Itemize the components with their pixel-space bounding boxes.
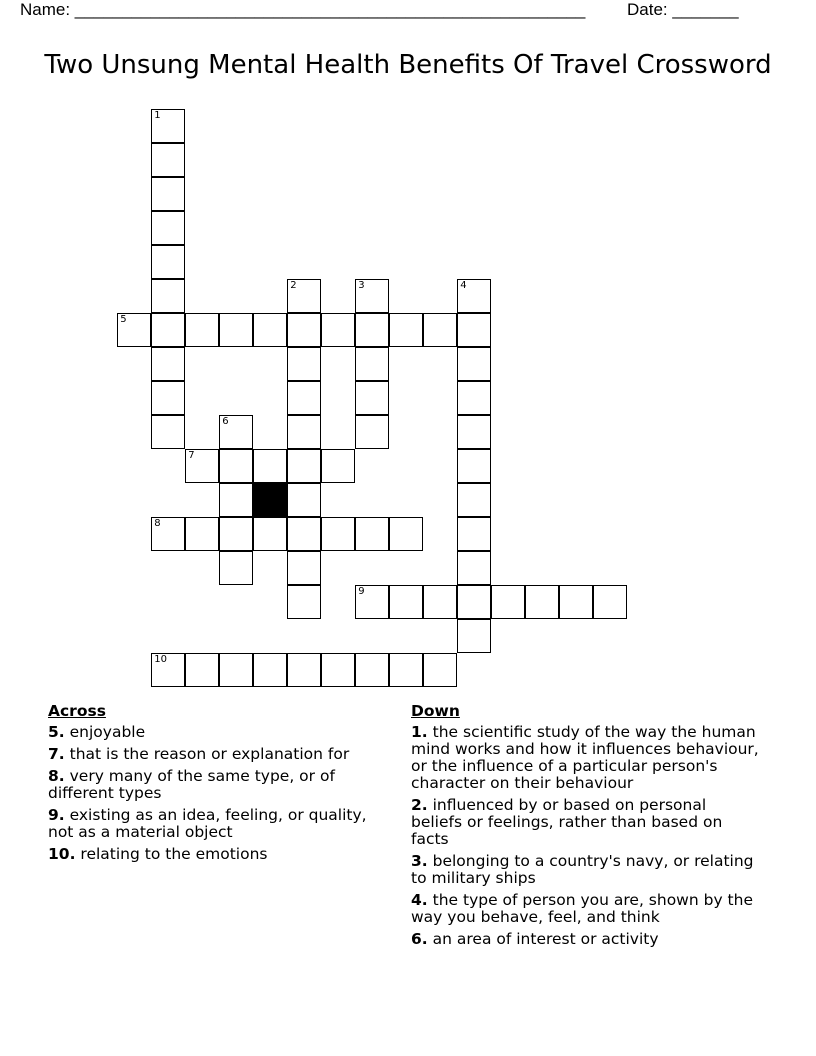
clue-text: relating to the emotions [80,845,268,863]
grid-cell[interactable] [151,517,185,551]
grid-cell[interactable] [389,517,423,551]
clue-text: very many of the same type, or of different types [48,767,335,802]
across-clue [48,724,388,741]
clue-number: 2. [411,796,428,814]
grid-cell[interactable] [355,415,389,449]
across-clue [48,807,388,841]
grid-cell[interactable] [389,313,423,347]
clue-number: 8 [154,518,161,530]
across-clue [48,846,388,863]
grid-cell[interactable] [423,313,457,347]
grid-cell[interactable] [355,517,389,551]
grid-cell[interactable] [287,313,321,347]
clue-number: 10. [48,845,76,863]
grid-cell[interactable] [287,279,321,313]
grid-cell[interactable] [457,347,491,381]
grid-cell[interactable] [151,279,185,313]
grid-cell[interactable] [185,517,219,551]
down-clues [411,703,761,953]
clue-number: 5 [120,314,127,326]
grid-cell[interactable] [219,313,253,347]
grid-cell[interactable] [355,279,389,313]
grid-cell[interactable] [185,313,219,347]
grid-cell[interactable] [321,449,355,483]
across-clues [48,703,388,868]
down-clue [411,853,761,887]
grid-cell[interactable] [321,653,355,687]
grid-cell[interactable] [287,483,321,517]
grid-cell[interactable] [219,653,253,687]
across-clue [48,768,388,802]
clue-number: 4 [460,280,467,292]
grid-cell[interactable] [457,619,491,653]
grid-cell[interactable] [287,381,321,415]
grid-cell[interactable] [219,415,253,449]
grid-cell[interactable] [457,415,491,449]
grid-cell[interactable] [219,449,253,483]
grid-cell[interactable] [423,585,457,619]
down-clue [411,724,761,792]
grid-cell[interactable] [287,653,321,687]
clue-number: 6. [411,930,428,948]
grid-cell[interactable] [491,585,525,619]
grid-cell[interactable] [457,483,491,517]
grid-cell[interactable] [457,517,491,551]
grid-cell[interactable] [287,415,321,449]
grid-cell[interactable] [593,585,627,619]
grid-cell[interactable] [151,109,185,143]
grid-cell[interactable] [185,653,219,687]
grid-cell[interactable] [253,313,287,347]
down-heading: Down [411,702,460,720]
clue-number: 9. [48,806,65,824]
grid-cell[interactable] [457,279,491,313]
grid-cell[interactable] [457,449,491,483]
grid-cell[interactable] [559,585,593,619]
clue-number: 9 [358,586,365,598]
grid-cell[interactable] [355,585,389,619]
grid-cell[interactable] [151,415,185,449]
down-clue [411,892,761,926]
grid-cell[interactable] [355,313,389,347]
grid-cell[interactable] [457,551,491,585]
grid-cell[interactable] [423,653,457,687]
grid-cell[interactable] [287,551,321,585]
grid-cell[interactable] [151,653,185,687]
grid-cell[interactable] [151,177,185,211]
grid-cell[interactable] [321,313,355,347]
grid-cell[interactable] [117,313,151,347]
clue-text: the type of person you are, shown by the way you behave, feel, and think [411,891,753,926]
clue-number: 6 [222,416,229,428]
grid-cell[interactable] [151,381,185,415]
grid-cell[interactable] [151,347,185,381]
grid-cell[interactable] [219,517,253,551]
grid-cell[interactable] [151,143,185,177]
page-title: Two Unsung Mental Health Benefits Of Travel Crossword [44,50,772,80]
grid-cell[interactable] [321,517,355,551]
across-clue [48,746,388,763]
grid-cell[interactable] [287,449,321,483]
grid-cell[interactable] [185,449,219,483]
clue-number: 7 [188,450,195,462]
clue-text: that is the reason or explanation for [69,745,350,763]
grid-cell[interactable] [389,653,423,687]
down-clue [411,797,761,848]
grid-cell[interactable] [355,653,389,687]
clue-text: the scientific study of the way the human mind works and how it influences behaviour, or the influence of a particular person's character on their behaviour [411,723,759,792]
grid-cell[interactable] [151,245,185,279]
clue-text: enjoyable [69,723,146,741]
grid-cell[interactable] [355,347,389,381]
grid-cell[interactable] [253,653,287,687]
grid-cell[interactable] [287,585,321,619]
clue-number: 5. [48,723,65,741]
grid-cell[interactable] [355,381,389,415]
grid-cell[interactable] [457,381,491,415]
grid-cell[interactable] [287,517,321,551]
date-field[interactable]: Date: _______ [627,0,739,19]
clue-text: influenced by or based on personal beliefs or feelings, rather than based on facts [411,796,723,848]
clue-number: 8. [48,767,65,785]
clue-number: 1 [154,110,161,122]
clue-text: belonging to a country's navy, or relating to military ships [411,852,754,887]
grid-cell[interactable] [287,347,321,381]
clue-text: an area of interest or activity [432,930,659,948]
clue-number: 3. [411,852,428,870]
clue-number: 1. [411,723,428,741]
grid-cell[interactable] [253,449,287,483]
name-field[interactable]: Name: ______________________________________________________ [20,0,586,19]
grid-cell[interactable] [151,211,185,245]
black-cell [253,483,287,517]
clue-number: 4. [411,891,428,909]
grid-cell[interactable] [219,483,253,517]
down-clue [411,931,761,948]
grid-cell[interactable] [525,585,559,619]
across-heading: Across [48,702,106,720]
clue-number: 7. [48,745,65,763]
clue-text: existing as an idea, feeling, or quality, not as a material object [48,806,367,841]
grid-cell[interactable] [219,551,253,585]
clue-number: 2 [290,280,297,292]
grid-cell[interactable] [253,517,287,551]
grid-cell[interactable] [151,313,185,347]
grid-cell[interactable] [389,585,423,619]
clue-number: 10 [154,654,167,666]
grid-cell[interactable] [457,585,491,619]
clue-number: 3 [358,280,365,292]
grid-cell[interactable] [457,313,491,347]
